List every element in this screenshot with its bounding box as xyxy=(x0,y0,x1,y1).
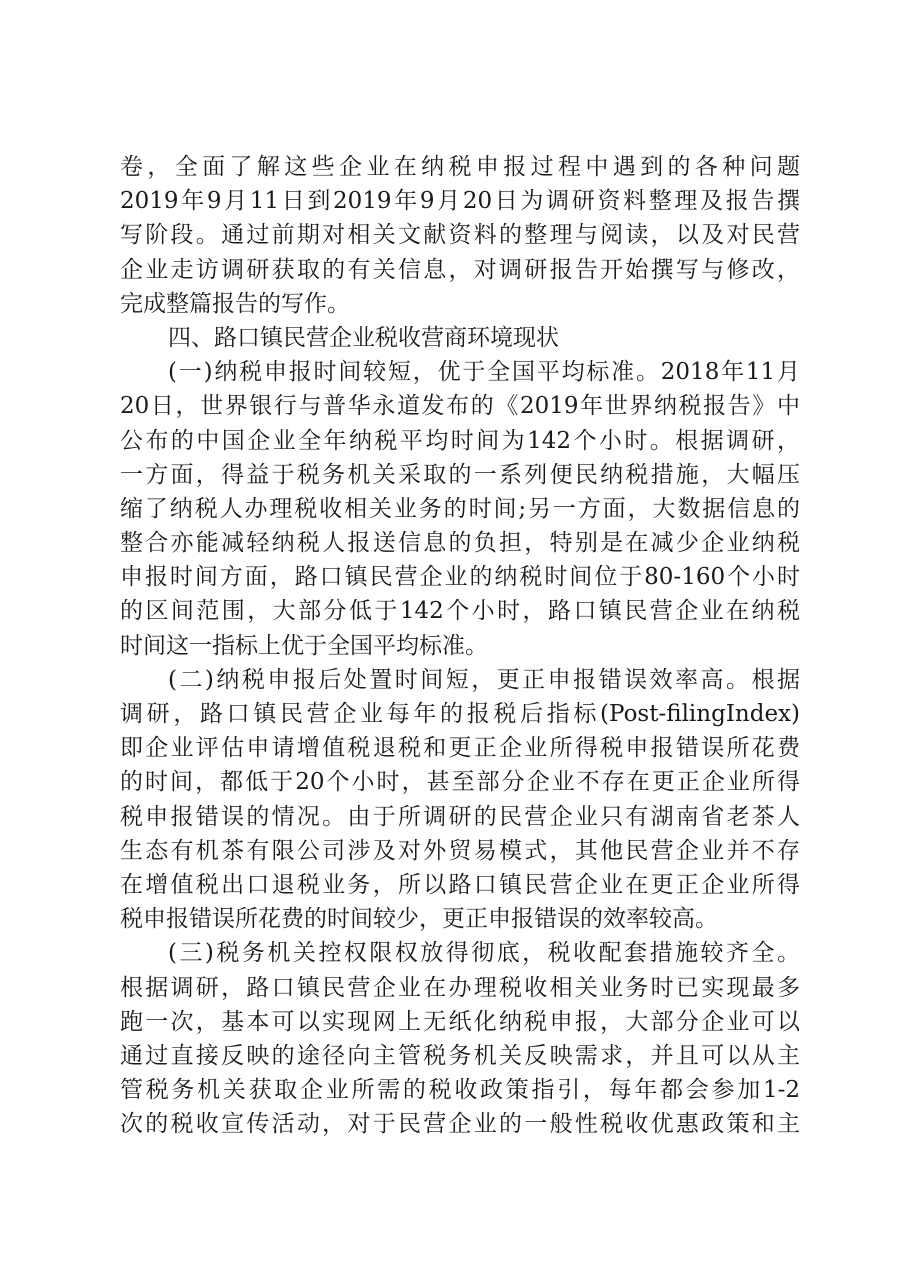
body-line: 卷，全面了解这些企业在纳税申报过程中遇到的各种问题 xyxy=(120,154,800,180)
body-line: 公布的中国企业全年纳税平均时间为142个小时。根据调研， xyxy=(120,427,800,454)
body-line: 一方面，得益于税务机关采取的一系列便民纳税措施，大幅压 xyxy=(120,461,800,488)
body-line: 跑一次，基本可以实现网上无纸化纳税申报，大部分企业可以 xyxy=(120,1008,800,1035)
paragraph-end-line: 完成整篇报告的写作。 xyxy=(120,290,350,317)
body-line: 税申报错误的情况。由于所调研的民营企业只有湖南省老茶人 xyxy=(120,803,800,830)
body-line: 即企业评估申请增值税退税和更正企业所得税申报错误所花费 xyxy=(120,735,800,762)
paragraph-first-line: (二)纳税申报后处置时间短，更正申报错误效率高。根据 xyxy=(168,666,800,693)
body-line: 通过直接反映的途径向主管税务机关反映需求，并且可以从主 xyxy=(120,1042,800,1069)
paragraph-first-line: (三)税务机关控权限权放得彻底，税收配套措施较齐全。 xyxy=(168,940,800,967)
body-line: 的时间，都低于20个小时，甚至部分企业不存在更正企业所得 xyxy=(120,769,800,796)
paragraph-first-line: (一)纳税申报时间较短，优于全国平均标准。2018年11月 xyxy=(168,359,800,386)
body-line: 2019年9月11日到2019年9月20日为调研资料整理及报告撰 xyxy=(120,188,800,215)
body-line: 生态有机茶有限公司涉及对外贸易模式，其他民营企业并不存 xyxy=(120,837,800,864)
body-line: 调研，路口镇民营企业每年的报税后指标(Post-filingIndex) xyxy=(120,701,800,727)
body-line: 企业走访调研获取的有关信息，对调研报告开始撰写与修改， xyxy=(120,256,800,283)
body-line: 20日，世界银行与普华永道发布的《2019年世界纳税报告》中 xyxy=(120,393,800,420)
body-line: 管税务机关获取企业所需的税收政策指引，每年都会参加1-2 xyxy=(120,1077,800,1104)
section-heading: 四、路口镇民营企业税收营商环境现状 xyxy=(168,324,559,351)
body-line: 的区间范围，大部分低于142个小时，路口镇民营企业在纳税 xyxy=(120,598,800,625)
document-body xyxy=(120,150,800,1141)
body-line: 写阶段。通过前期对相关文献资料的整理与阅读，以及对民营 xyxy=(120,222,800,249)
paragraph-end-line: 时间这一指标上优于全国平均标准。 xyxy=(120,632,488,659)
body-line: 整合亦能减轻纳税人报送信息的负担，特别是在减少企业纳税 xyxy=(120,530,800,557)
body-line: 在增值税出口退税业务，所以路口镇民营企业在更正企业所得 xyxy=(120,871,800,898)
body-line: 申报时间方面，路口镇民营企业的纳税时间位于80-160个小时 xyxy=(120,564,800,591)
paragraph-end-line: 税申报错误所花费的时间较少，更正申报错误的效率较高。 xyxy=(120,906,718,933)
body-line: 缩了纳税人办理税收相关业务的时间;另一方面，大数据信息的 xyxy=(120,495,800,522)
body-line: 根据调研，路口镇民营企业在办理税收相关业务时已实现最多 xyxy=(120,974,800,1001)
body-line: 次的税收宣传活动，对于民营企业的一般性税收优惠政策和主 xyxy=(120,1111,800,1138)
